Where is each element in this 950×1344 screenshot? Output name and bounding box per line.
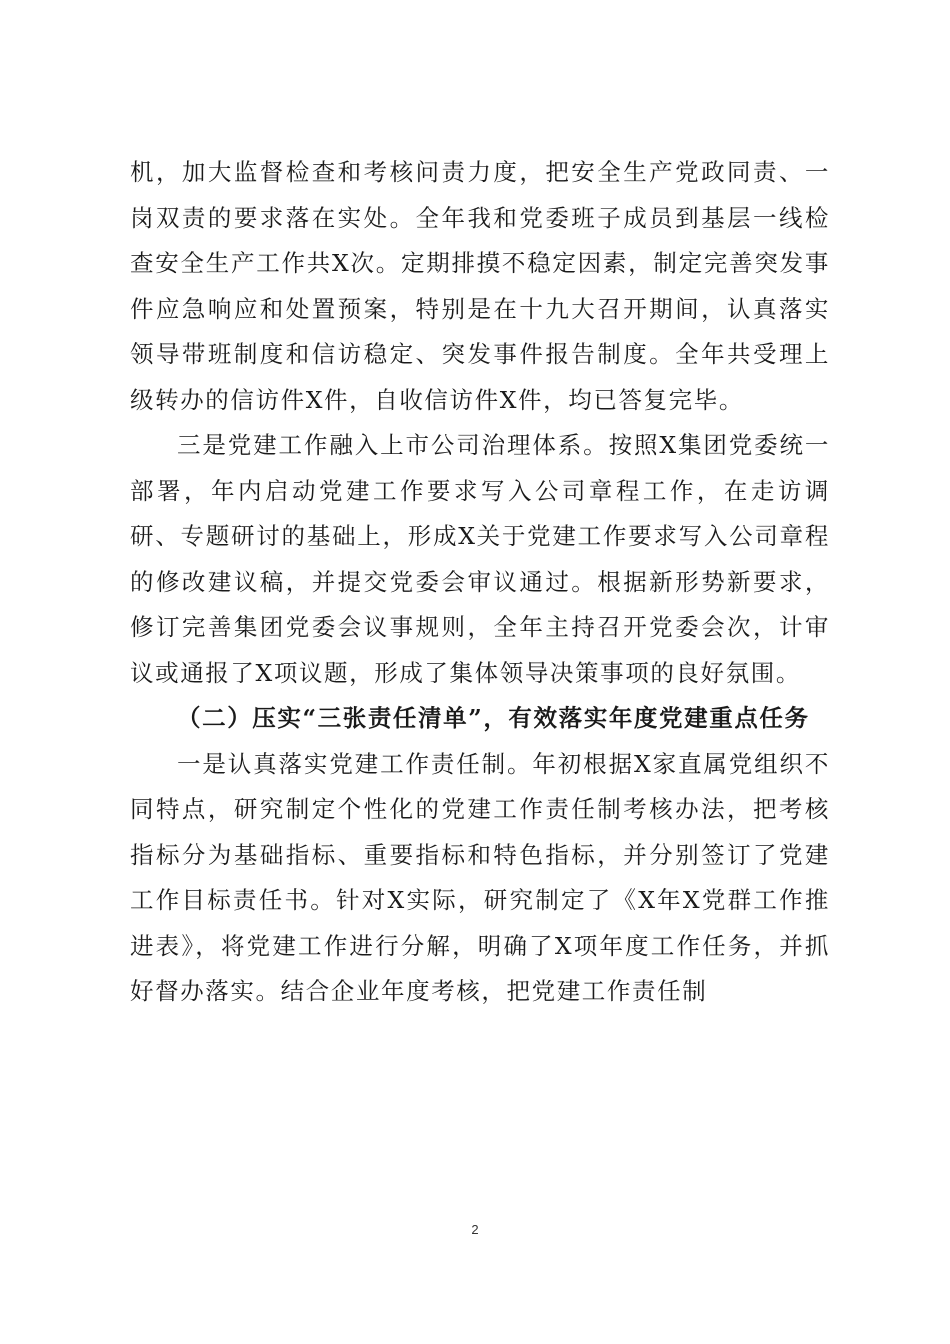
paragraph-party-building-governance: 三是党建工作融入上市公司治理体系。按照X集团党委统一部署，年内启动党建工作要求写入公司章程工作，在走访调研、专题研讨的基础上，形成X关于党建工作要求写入公司章程的修改建议稿，并提交党委会审议通过。根据新形势新要求，修订完善集团党委会议事规则，全年主持召开党委会次，计审议或通报了X项议题，形成了集体领导决策事项的良好氛围。: [130, 431, 830, 687]
paragraph-continuation: 机，加大监督检查和考核问责力度，把安全生产党政同责、一岗双责的要求落在实处。全年我和党委班子成员到基层一线检查安全生产工作共X次。定期排摸不稳定因素，制定完善突发事件应急响应和处置预案，特别是在十九大召开期间，认真落实领导带班制度和信访稳定、突发事件报告制度。全年共受理上级转办的信访件X件，自收信访件X件，均已答复完毕。: [130, 158, 830, 414]
document-body: [130, 150, 830, 1015]
paragraph-responsibility-system: 一是认真落实党建工作责任制。年初根据X家直属党组织不同特点，研究制定个性化的党建工作责任制考核办法，把考核指标分为基础指标、重要指标和特色指标，并分别签订了党建工作目标责任书。针对X实际，研究制定了《X年X党群工作推进表》，将党建工作进行分解，明确了X项年度工作任务，并抓好督办落实。结合企业年度考核，把党建工作责任制: [130, 749, 830, 1005]
page-number: 2: [471, 1222, 479, 1237]
section-heading: （二）压实“三张责任清单”，有效落实年度党建重点任务: [177, 704, 810, 732]
